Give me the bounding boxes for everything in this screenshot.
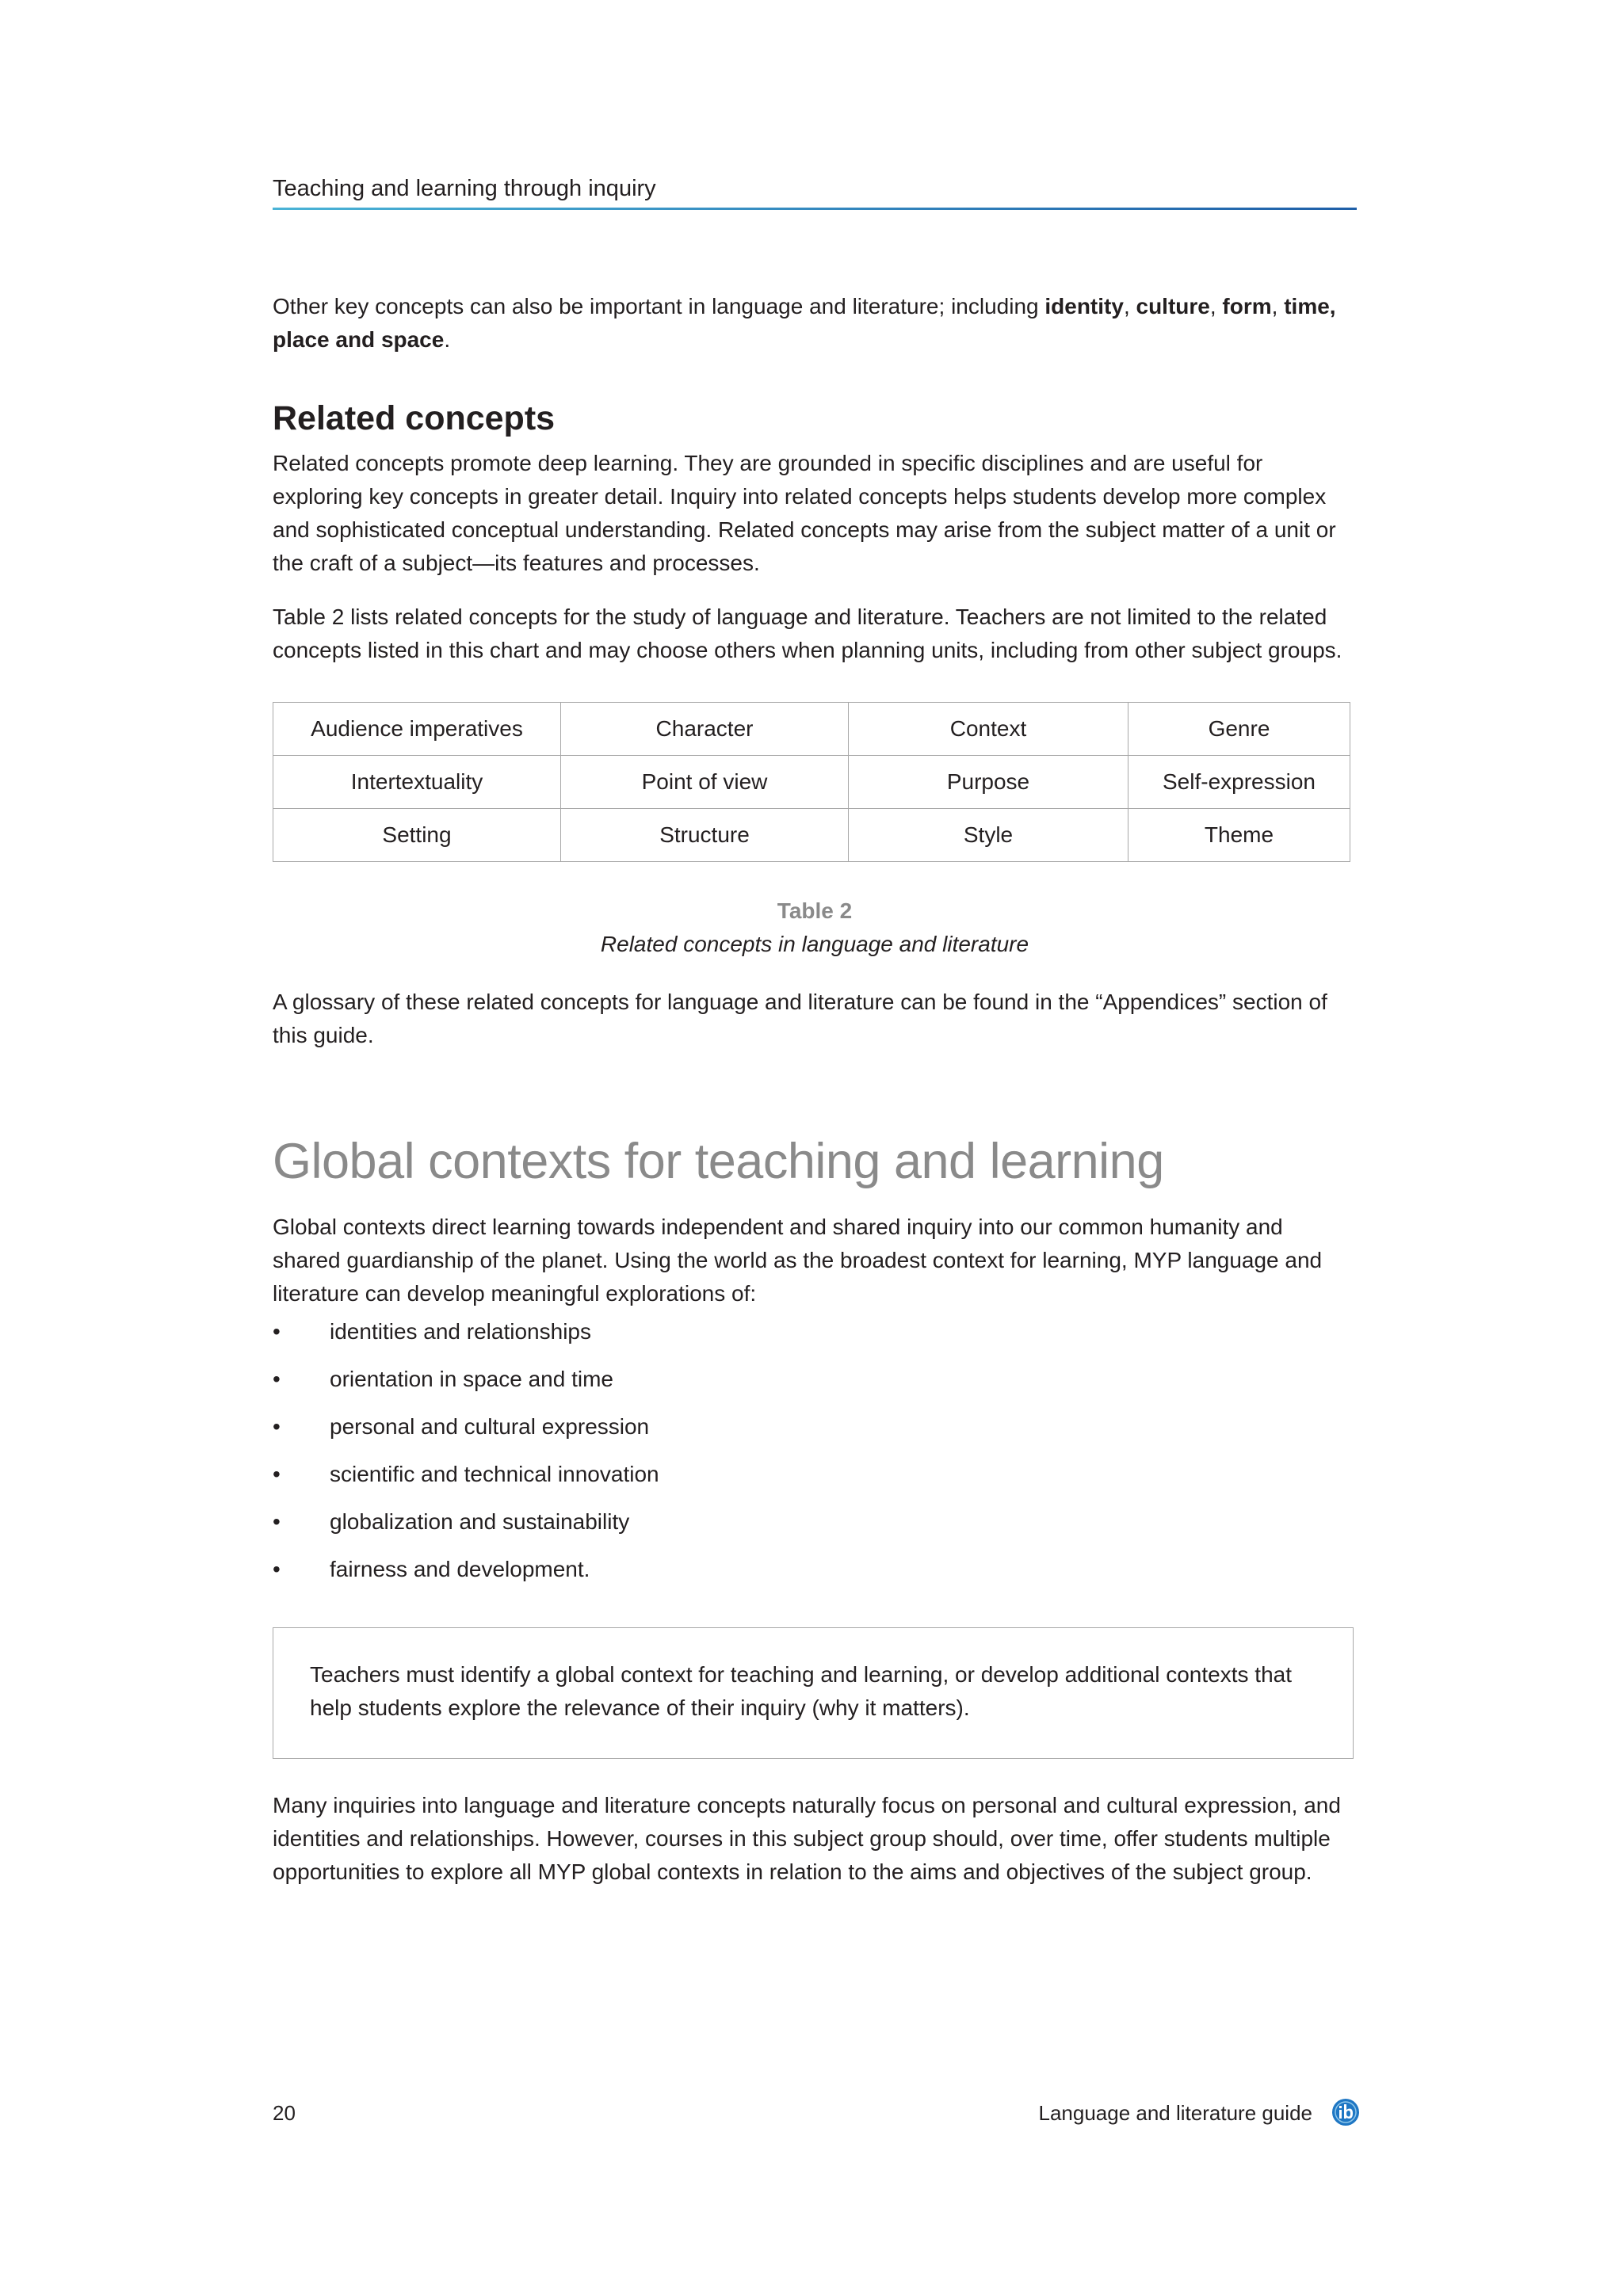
note-box [273,1627,1354,1759]
related-concepts-table [273,702,1350,862]
table-cell: Style [849,809,1128,862]
table-caption-number: Table 2 [777,898,853,923]
global-contexts-list [273,1315,659,1600]
bullet: • [273,1509,281,1534]
term-culture: culture [1136,294,1210,318]
bullet: • [273,1319,281,1344]
term-time-place-space: time, place and space [273,294,1336,352]
table-cell: Structure [561,809,849,862]
table-cell: Theme [1128,809,1350,862]
list-item: • globalization and sustainability [273,1505,659,1553]
ib-logo-icon [1331,2098,1360,2126]
list-item: • fairness and development. [273,1553,659,1600]
table-cell: Setting [273,809,561,862]
intro-paragraph: Other key concepts can also be important in language and literature; including identity, culture, form, time, place and space. [273,294,1336,352]
term-form: form [1222,294,1272,318]
header-rule [273,208,1357,210]
list-item: • orientation in space and time [273,1363,659,1410]
list-item: • personal and cultural expression [273,1410,659,1458]
running-header: Teaching and learning through inquiry [273,176,656,201]
intro-text: Other key concepts can also be important in language and literature; including [273,294,1045,318]
global-contexts-heading: Global contexts for teaching and learning [273,1134,1164,1189]
glossary-paragraph: A glossary of these related concepts for language and literature can be found in the “Appendices” section of this guide. [273,990,1327,1047]
related-concepts-heading: Related concepts [273,399,556,437]
table-cell: Intertextuality [273,756,561,809]
table-cell: Context [849,703,1128,756]
list-item: • identities and relationships [273,1315,659,1363]
table-caption-text: Related concepts in language and literature [600,932,1029,956]
table-cell: Character [561,703,849,756]
bullet: • [273,1414,281,1439]
table-cell: Audience imperatives [273,703,561,756]
guide-title: Language and literature guide [1038,2101,1312,2125]
table-row [273,756,1350,809]
global-contexts-paragraph-2: Many inquiries into language and literature concepts naturally focus on personal and cultural expression, and identities and relationships. However, courses in this subject group should, over time, offer students multiple opportunities to explore all MYP global contexts in relation to the aims and objectives of the subject group. [273,1793,1341,1884]
page-number: 20 [273,2101,296,2125]
note-text: Teachers must identify a global context for teaching and learning, or develop additional contexts that help students explore the relevance of their inquiry (why it matters). [310,1662,1292,1720]
related-concepts-paragraph-2: Table 2 lists related concepts for the study of language and literature. Teachers are not limited to the related concepts listed in this chart and may choose others when planning units, including from other subject groups. [273,605,1342,662]
table-row [273,703,1350,756]
table-cell: Genre [1128,703,1350,756]
list-item: • scientific and technical innovation [273,1458,659,1505]
bullet: • [273,1367,281,1391]
table-row [273,809,1350,862]
term-identity: identity [1044,294,1124,318]
table-cell: Self-expression [1128,756,1350,809]
related-concepts-paragraph-1: Related concepts promote deep learning. They are grounded in specific disciplines and are useful for exploring key concepts in greater detail. Inquiry into related concepts helps students develop more complex and sophisticated conceptual understanding. Related concepts may arise from the subject matter of a unit or the craft of a subject—its features and processes. [273,451,1336,575]
table-cell: Point of view [561,756,849,809]
global-contexts-paragraph-1: Global contexts direct learning towards independent and shared inquiry into our common humanity and shared guardianship of the planet. Using the world as the broadest context for learning, MYP language and literature can develop meaningful explorations of: [273,1215,1323,1306]
table-cell: Purpose [849,756,1128,809]
bullet: • [273,1462,281,1486]
bullet: • [273,1557,281,1581]
